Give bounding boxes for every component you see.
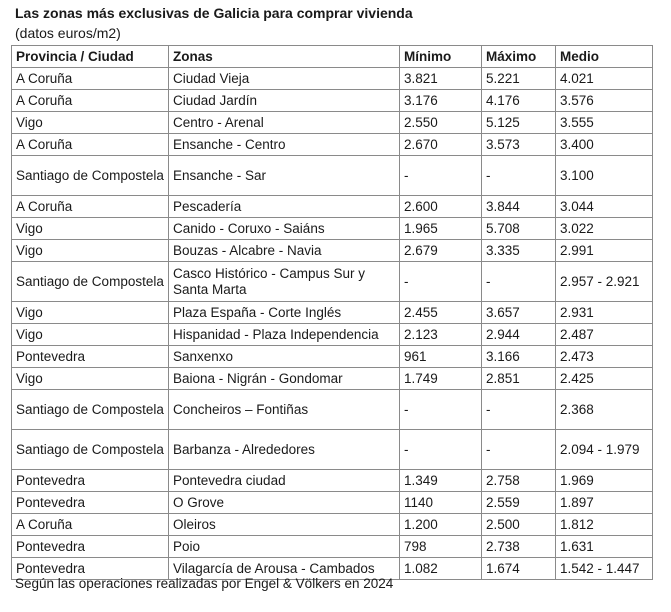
cell-medio: 1.542 - 1.447 <box>556 558 653 580</box>
cell-zona: Poio <box>169 536 400 558</box>
table-row <box>12 262 653 302</box>
table-row <box>12 90 653 112</box>
cell-medio: 2.368 <box>556 390 653 430</box>
data-table <box>11 45 653 580</box>
header-row <box>12 46 653 68</box>
table-row <box>12 218 653 240</box>
table-row <box>12 492 653 514</box>
cell-minimo: 1.349 <box>400 470 482 492</box>
cell-zona: Barbanza - Alrededores <box>169 430 400 470</box>
header-maximo: Máximo <box>482 46 556 68</box>
cell-provincia: Santiago de Compostela <box>12 390 169 430</box>
cell-provincia: A Coruña <box>12 514 169 536</box>
cell-maximo: - <box>482 262 556 302</box>
header-provincia: Provincia / Ciudad <box>12 46 169 68</box>
cell-provincia: Santiago de Compostela <box>12 262 169 302</box>
cell-maximo: 2.758 <box>482 470 556 492</box>
cell-medio: 2.473 <box>556 346 653 368</box>
cell-minimo: 2.679 <box>400 240 482 262</box>
cell-provincia: A Coruña <box>12 90 169 112</box>
table-row <box>12 134 653 156</box>
cell-zona: Canido - Coruxo - Saiáns <box>169 218 400 240</box>
cell-minimo: 2.670 <box>400 134 482 156</box>
cell-maximo: 3.657 <box>482 302 556 324</box>
cell-medio: 1.812 <box>556 514 653 536</box>
table-row <box>12 324 653 346</box>
table-row <box>12 156 653 196</box>
cell-medio: 1.897 <box>556 492 653 514</box>
cell-zona: Pontevedra ciudad <box>169 470 400 492</box>
cell-medio: 2.425 <box>556 368 653 390</box>
cell-provincia: A Coruña <box>12 134 169 156</box>
table-row <box>12 240 653 262</box>
cell-minimo: 798 <box>400 536 482 558</box>
table-row <box>12 68 653 90</box>
cell-provincia: Vigo <box>12 368 169 390</box>
cell-maximo: 3.573 <box>482 134 556 156</box>
cell-zona: Centro - Arenal <box>169 112 400 134</box>
cell-maximo: 5.221 <box>482 68 556 90</box>
cell-medio: 1.969 <box>556 470 653 492</box>
cell-provincia: Santiago de Compostela <box>12 156 169 196</box>
cell-zona: Sanxenxo <box>169 346 400 368</box>
cell-maximo: 2.500 <box>482 514 556 536</box>
cell-maximo: 3.844 <box>482 196 556 218</box>
cell-provincia: Pontevedra <box>12 558 169 580</box>
table-row <box>12 390 653 430</box>
header-minimo: Mínimo <box>400 46 482 68</box>
header-medio: Medio <box>556 46 653 68</box>
cell-provincia: A Coruña <box>12 196 169 218</box>
table-row <box>12 196 653 218</box>
cell-medio: 2.991 <box>556 240 653 262</box>
cell-minimo: 2.455 <box>400 302 482 324</box>
cell-medio: 2.094 - 1.979 <box>556 430 653 470</box>
cell-minimo: 3.176 <box>400 90 482 112</box>
cell-minimo: 1.965 <box>400 218 482 240</box>
cell-provincia: Vigo <box>12 240 169 262</box>
cell-maximo: - <box>482 390 556 430</box>
cell-minimo: 2.123 <box>400 324 482 346</box>
table-row <box>12 302 653 324</box>
cell-provincia: A Coruña <box>12 68 169 90</box>
cell-zona: Ciudad Vieja <box>169 68 400 90</box>
table-row <box>12 514 653 536</box>
cell-provincia: Pontevedra <box>12 492 169 514</box>
cell-minimo: - <box>400 156 482 196</box>
cell-provincia: Vigo <box>12 324 169 346</box>
cell-minimo: - <box>400 390 482 430</box>
cell-zona: Vilagarcía de Arousa - Cambados <box>169 558 400 580</box>
table-subtitle: (datos euros/m2) <box>15 25 121 41</box>
table-row <box>12 112 653 134</box>
cell-maximo: 2.559 <box>482 492 556 514</box>
cell-zona: Casco Histórico - Campus Sur y Santa Marta <box>169 262 400 302</box>
cell-zona: O Grove <box>169 492 400 514</box>
cell-medio: 3.022 <box>556 218 653 240</box>
cell-zona: Bouzas - Alcabre - Navia <box>169 240 400 262</box>
cell-zona: Hispanidad - Plaza Independencia <box>169 324 400 346</box>
cell-minimo: 1140 <box>400 492 482 514</box>
cell-maximo: 5.125 <box>482 112 556 134</box>
cell-zona: Oleiros <box>169 514 400 536</box>
cell-medio: 1.631 <box>556 536 653 558</box>
cell-zona: Ciudad Jardín <box>169 90 400 112</box>
cell-maximo: 1.674 <box>482 558 556 580</box>
cell-maximo: 2.851 <box>482 368 556 390</box>
cell-medio: 2.487 <box>556 324 653 346</box>
cell-medio: 2.931 <box>556 302 653 324</box>
table-row <box>12 430 653 470</box>
cell-zona: Baiona - Nigrán - Gondomar <box>169 368 400 390</box>
cell-medio: 3.576 <box>556 90 653 112</box>
cell-minimo: 2.550 <box>400 112 482 134</box>
source-footnote: Según las operaciones realizadas por Engel & Völkers en 2024 <box>15 576 394 591</box>
cell-provincia: Vigo <box>12 302 169 324</box>
cell-provincia: Vigo <box>12 218 169 240</box>
cell-maximo: - <box>482 156 556 196</box>
cell-minimo: 961 <box>400 346 482 368</box>
table-title: Las zonas más exclusivas de Galicia para comprar vivienda <box>15 5 413 21</box>
header-zonas: Zonas <box>169 46 400 68</box>
cell-maximo: 3.166 <box>482 346 556 368</box>
cell-zona: Concheiros – Fontiñas <box>169 390 400 430</box>
cell-minimo: - <box>400 430 482 470</box>
cell-provincia: Pontevedra <box>12 536 169 558</box>
table-row <box>12 368 653 390</box>
cell-provincia: Santiago de Compostela <box>12 430 169 470</box>
cell-minimo: - <box>400 262 482 302</box>
cell-medio: 3.400 <box>556 134 653 156</box>
cell-zona: Pescadería <box>169 196 400 218</box>
cell-maximo: 2.944 <box>482 324 556 346</box>
cell-provincia: Pontevedra <box>12 470 169 492</box>
cell-zona: Ensanche - Sar <box>169 156 400 196</box>
table-row <box>12 346 653 368</box>
cell-maximo: 4.176 <box>482 90 556 112</box>
cell-medio: 3.100 <box>556 156 653 196</box>
cell-zona: Plaza España - Corte Inglés <box>169 302 400 324</box>
cell-minimo: 2.600 <box>400 196 482 218</box>
cell-minimo: 1.749 <box>400 368 482 390</box>
cell-medio: 4.021 <box>556 68 653 90</box>
table-row <box>12 470 653 492</box>
cell-provincia: Pontevedra <box>12 346 169 368</box>
cell-minimo: 1.200 <box>400 514 482 536</box>
cell-medio: 3.555 <box>556 112 653 134</box>
cell-medio: 2.957 - 2.921 <box>556 262 653 302</box>
cell-provincia: Vigo <box>12 112 169 134</box>
cell-maximo: 2.738 <box>482 536 556 558</box>
cell-minimo: 1.082 <box>400 558 482 580</box>
cell-maximo: - <box>482 430 556 470</box>
table-row <box>12 536 653 558</box>
cell-zona: Ensanche - Centro <box>169 134 400 156</box>
cell-maximo: 3.335 <box>482 240 556 262</box>
cell-medio: 3.044 <box>556 196 653 218</box>
cell-maximo: 5.708 <box>482 218 556 240</box>
cell-minimo: 3.821 <box>400 68 482 90</box>
